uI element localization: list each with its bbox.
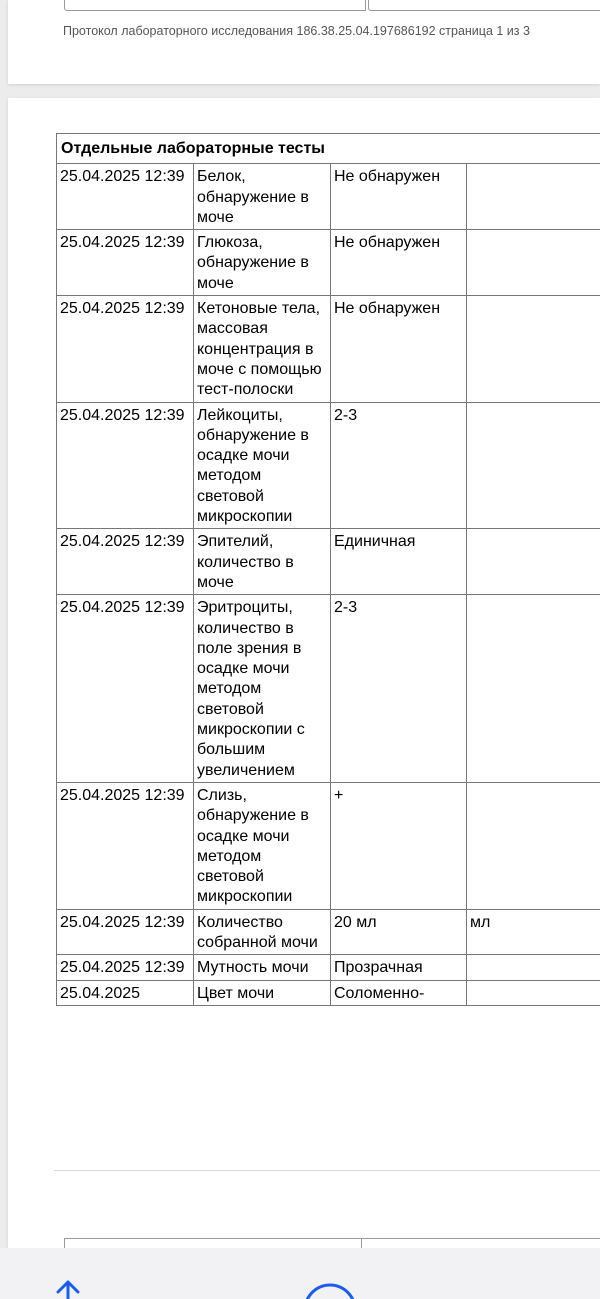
table-row [57,955,600,980]
page-footer: Протокол лабораторного исследования 186.38.25.04.197686192 страница 1 из 3 [63,24,530,38]
page-bottom-divider [54,1170,600,1171]
cell-test-name: Кетоновые тела, массовая концентрация в моче с помощью тест-полоски [194,296,331,402]
page-1-table-edge-left [64,0,366,11]
cell-test-name: Белок, обнаружение в моче [194,164,331,230]
cell-unit [467,529,600,595]
cell-unit [467,595,600,783]
table-row [57,296,600,402]
table-section-header-row [57,134,600,164]
cell-test-name: Цвет мочи [194,980,331,1005]
section-title: Отдельные лабораторные тесты [57,134,600,164]
cell-datetime: 25.04.2025 12:39 [57,955,194,980]
table-row [57,402,600,529]
cell-unit: мл [467,909,600,955]
table-row [57,529,600,595]
cell-result: Единичная [331,529,467,595]
cell-test-name: Эпителий, количество в моче [194,529,331,595]
cell-result: Соломенно- [331,980,467,1005]
cell-unit [467,164,600,230]
circle-action-icon[interactable] [300,1280,360,1299]
cell-result: Прозрачная [331,955,467,980]
cell-unit [467,230,600,296]
cell-unit [467,955,600,980]
lab-results-table [56,133,600,1006]
cell-test-name: Слизь, обнаружение в осадке мочи методом световой микроскопии [194,782,331,909]
bottom-toolbar [0,1248,600,1299]
cell-datetime: 25.04.2025 12:39 [57,782,194,909]
share-icon[interactable] [46,1280,90,1299]
cell-datetime: 25.04.2025 12:39 [57,230,194,296]
table-row [57,164,600,230]
cell-test-name: Мутность мочи [194,955,331,980]
cell-result: Не обнаружен [331,230,467,296]
table-row [57,230,600,296]
cell-unit [467,980,600,1005]
cell-datetime: 25.04.2025 12:39 [57,529,194,595]
cell-datetime: 25.04.2025 12:39 [57,595,194,783]
cell-test-name: Лейкоциты, обнаружение в осадке мочи методом световой микроскопии [194,402,331,529]
cell-result: Не обнаружен [331,296,467,402]
cell-unit [467,782,600,909]
document-page-2 [8,98,600,1248]
table-row [57,595,600,783]
cell-result: 20 мл [331,909,467,955]
cell-result: 2-3 [331,595,467,783]
document-page-1 [8,0,600,84]
cell-result: 2-3 [331,402,467,529]
cell-datetime: 25.04.2025 12:39 [57,296,194,402]
cell-result: + [331,782,467,909]
cell-test-name: Количество собранной мочи [194,909,331,955]
cell-datetime: 25.04.2025 12:39 [57,402,194,529]
table-row [57,782,600,909]
table-row [57,980,600,1005]
cell-test-name: Эритроциты, количество в поле зрения в осадке мочи методом световой микроскопии с большим увеличением [194,595,331,783]
table-row [57,909,600,955]
cell-result: Не обнаружен [331,164,467,230]
cell-datetime: 25.04.2025 12:39 [57,164,194,230]
cell-test-name: Глюкоза, обнаружение в моче [194,230,331,296]
cell-unit [467,296,600,402]
cell-datetime: 25.04.2025 12:39 [57,909,194,955]
cell-unit [467,402,600,529]
page-1-table-edge-right [368,0,600,11]
cell-datetime: 25.04.2025 [57,980,194,1005]
